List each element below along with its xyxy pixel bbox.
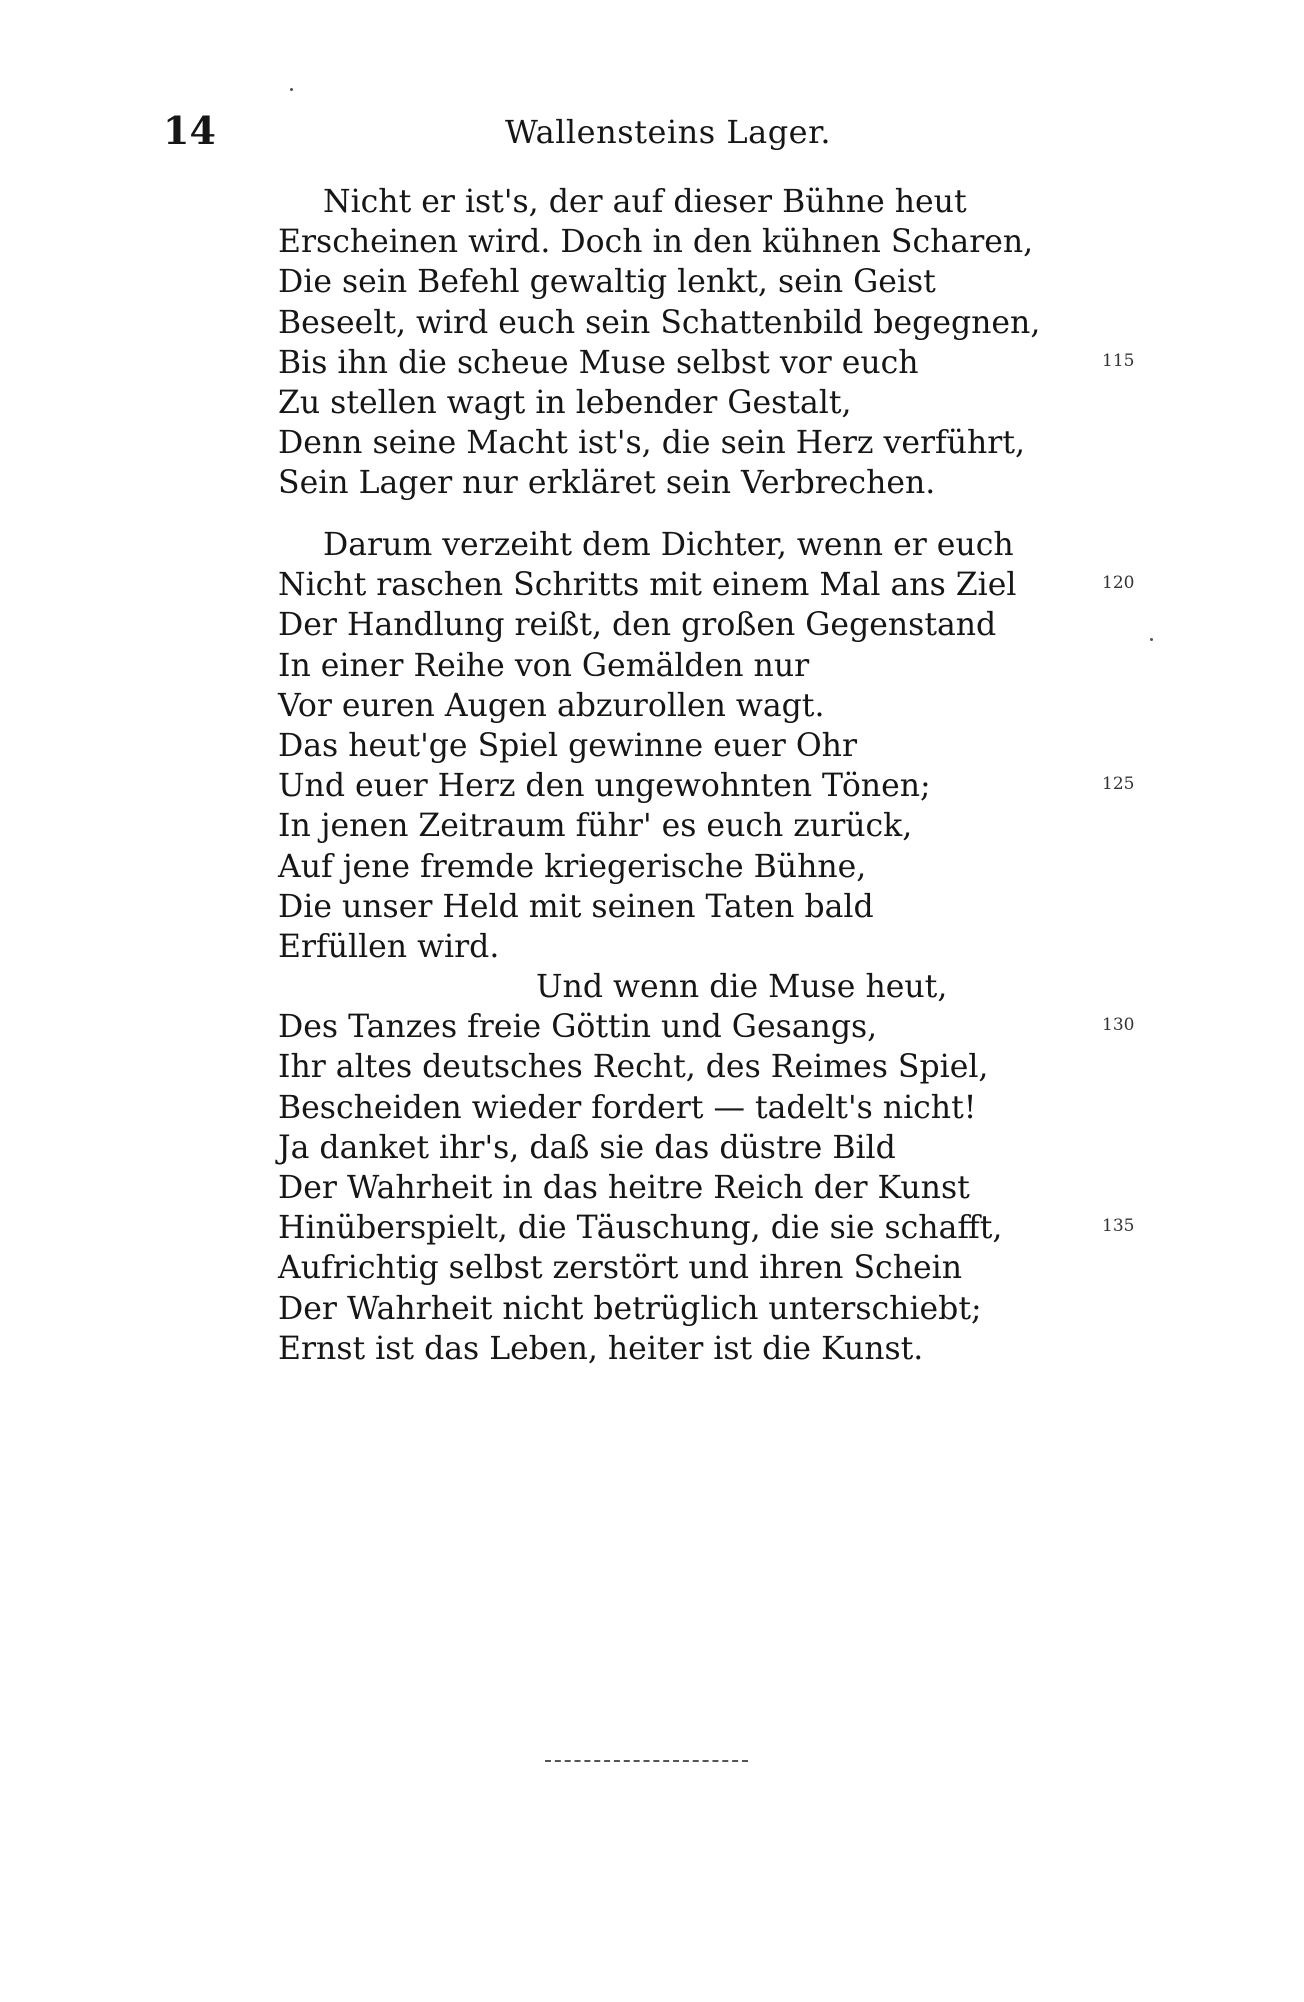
verse-line (0, 262, 1304, 302)
verse-line (0, 806, 1304, 846)
verse-line-text: Des Tanzes freie Göttin und Gesangs, (278, 1009, 878, 1046)
verse-line-text: Auf jene fremde kriegerische Bühne, (278, 848, 867, 885)
verse-line-text: Das heut'ge Spiel gewinne euer Ohr (278, 727, 857, 764)
verse-line-text: Ihr altes deutsches Recht, des Reimes Spiel, (278, 1049, 989, 1086)
verse-line-text: Denn seine Macht ist's, die sein Herz verführt, (278, 425, 1026, 462)
verse-line (0, 1128, 1304, 1168)
verse-line (0, 887, 1304, 927)
verse-line (0, 423, 1304, 463)
verse-line-text: Nicht raschen Schritts mit einem Mal ans Ziel (278, 567, 1017, 604)
verse-line (0, 222, 1304, 262)
verse-line (0, 463, 1304, 503)
verse-line-text: Beseelt, wird euch sein Schattenbild begegnen, (278, 304, 1041, 341)
verse-line (0, 565, 1304, 605)
verse-line-text: Hinüberspielt, die Täuschung, die sie schafft, (278, 1210, 1003, 1247)
verse-line (0, 1289, 1304, 1329)
verse-line-text: Ernst ist das Leben, heiter ist die Kunst. (278, 1330, 924, 1367)
line-number: 115 (1102, 350, 1135, 371)
line-number: 120 (1102, 573, 1135, 594)
stanza-1 (0, 182, 1304, 504)
verse-line-text: Ja danket ihr's, daß sie das düstre Bild (278, 1129, 896, 1166)
verse-line-text: Der Wahrheit in das heitre Reich der Kunst (278, 1170, 970, 1206)
verse-line-text: Bis ihn die scheue Muse selbst vor euch (278, 344, 919, 381)
verse-line-text: Der Wahrheit nicht betrüglich unterschiebt; (278, 1290, 982, 1327)
verse-line (0, 1168, 1304, 1208)
verse-line (0, 1329, 1304, 1369)
verse-line-text: Darum verzeiht dem Dichter, wenn er euch (323, 527, 1014, 563)
verse-line (0, 1208, 1304, 1248)
verse-line-text: Bescheiden wieder fordert — tadelt's nicht! (278, 1089, 977, 1126)
stanza-2 (0, 525, 1304, 1369)
verse-line (0, 847, 1304, 887)
verse-line-text: Der Handlung reißt, den großen Gegenstand (278, 607, 997, 644)
verse-line (0, 343, 1304, 383)
verse-line-text: Sein Lager nur erkläret sein Verbrechen. (278, 465, 936, 502)
verse-line (0, 927, 1304, 967)
verse-line (0, 1047, 1304, 1087)
verse-line-text: Erscheinen wird. Doch in den kühnen Scharen, (278, 224, 1034, 261)
verse-line (0, 1248, 1304, 1288)
print-speck (290, 88, 293, 91)
running-head: Wallensteins Lager. (505, 113, 832, 151)
verse-line (0, 766, 1304, 806)
line-number: 130 (1102, 1015, 1135, 1036)
verse-line-text: Die unser Held mit seinen Taten bald (278, 888, 874, 925)
verse-line (0, 303, 1304, 343)
verse-line-text: Aufrichtig selbst zerstört und ihren Schein (278, 1250, 962, 1287)
verse-line (0, 967, 1304, 1007)
line-number: 135 (1102, 1216, 1135, 1237)
end-rule (545, 1760, 748, 1762)
page-number: 14 (163, 108, 216, 153)
verse-line-text: In jenen Zeitraum führ' es euch zurück, (278, 808, 913, 845)
verse-line (0, 646, 1304, 686)
verse-line-text: Die sein Befehl gewaltig lenkt, sein Geist (278, 264, 936, 301)
verse-line (0, 1007, 1304, 1047)
verse-line-text: Und euer Herz den ungewohnten Tönen; (278, 768, 931, 805)
verse-line-text: Zu stellen wagt in lebender Gestalt, (278, 384, 852, 421)
verse-line-text: Und wenn die Muse heut, (536, 969, 948, 1006)
verse-line-text: In einer Reihe von Gemälden nur (278, 647, 810, 684)
verse-line-text: Vor euren Augen abzurollen wagt. (278, 687, 825, 724)
verse-line (0, 726, 1304, 766)
verse-line (0, 1088, 1304, 1128)
verse-line (0, 383, 1304, 423)
verse-line (0, 686, 1304, 726)
line-number: 125 (1102, 774, 1135, 795)
verse-line-text: Erfüllen wird. (278, 928, 500, 965)
verse-line (0, 605, 1304, 645)
verse-line-text: Nicht er ist's, der auf dieser Bühne heut (323, 184, 967, 220)
verse-line (0, 525, 1304, 565)
verse-line (0, 182, 1304, 222)
